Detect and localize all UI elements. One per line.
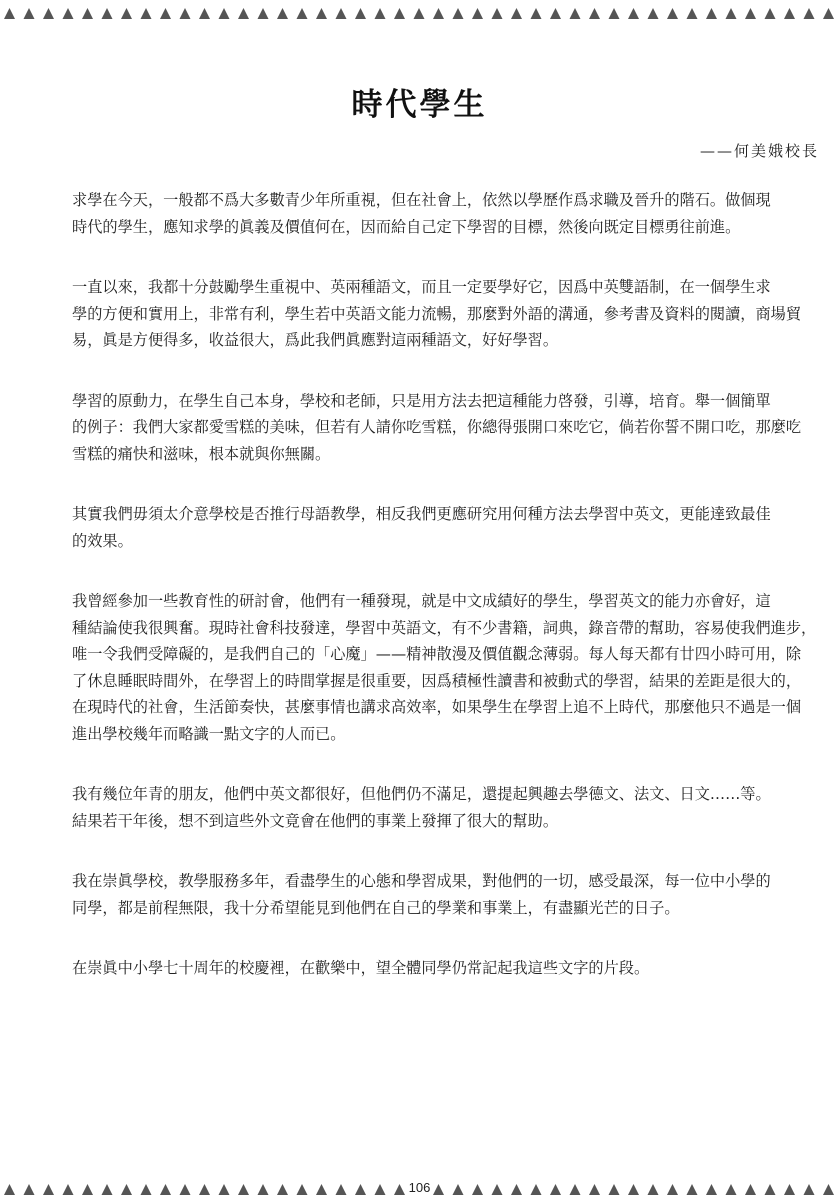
triangle-icon [336, 8, 347, 19]
paragraph-line: 學的方便和實用上，非常有利，學生若中英語文能力流暢，那麼對外語的溝通，參考書及資料的閱讀，商場貿 [72, 304, 801, 323]
triangle-icon [492, 8, 503, 19]
paragraph-6 [72, 781, 832, 834]
paragraph-3 [72, 388, 832, 468]
paragraph-line: 求學在今天，一般都不爲大多數青少年所重視，但在社會上，依然以學歷作爲求職及晉升的階石。做個現 [72, 191, 771, 209]
triangle-icon [394, 8, 405, 19]
paragraph-line: 結果若干年後，想不到這些外文竟會在他們的事業上發揮了很大的幫助。 [72, 811, 558, 830]
article-body [72, 187, 832, 1016]
paragraph-2 [72, 274, 832, 354]
paragraph-line: 在崇眞中小學七十周年的校慶裡，在歡樂中，望全體同學仍常記起我這些文字的片段。 [72, 959, 650, 977]
page-number-text: 106 [406, 1180, 434, 1195]
author-byline: ——何美娥校長 [699, 142, 819, 160]
triangle-icon [628, 8, 639, 19]
triangle-icon [648, 8, 659, 19]
triangle-icon [706, 8, 717, 19]
paragraph-line: 的例子：我們大家都愛雪糕的美味，但若有人請你吃雪糕，你總得張開口來吃它，倘若你誓不開口吃，那麼吃 [72, 418, 801, 436]
page-title: 時代學生 [351, 86, 488, 123]
triangle-icon [297, 8, 308, 19]
paragraph-line: 其實我們毋須太介意學校是否推行母語教學，相反我們更應研究用何種方法去學習中英文，更能達致最佳 [72, 505, 771, 523]
triangle-icon [24, 8, 35, 19]
triangle-icon-row [0, 7, 839, 21]
paragraph-8 [72, 955, 832, 982]
triangle-icon [667, 8, 678, 19]
triangle-icon [258, 8, 269, 19]
triangle-icon [180, 8, 191, 19]
paragraph-line: 雪糕的痛快和滋味，根本就與你無關。 [72, 444, 331, 463]
triangle-icon [453, 8, 464, 19]
paragraph-line: 我有幾位年青的朋友，他們中英文都很好，但他們仍不滿足，還提起興趣去學德文、法文、日文……等。 [72, 785, 771, 803]
triangle-icon [550, 8, 561, 19]
triangle-icon [804, 8, 815, 19]
triangle-icon [823, 8, 834, 19]
triangle-icon [160, 8, 171, 19]
triangle-icon [687, 8, 698, 19]
triangle-icon [433, 8, 444, 19]
triangle-icon [355, 8, 366, 19]
paragraph-line: 學習的原動力，在學生自己本身，學校和老師，只是用方法去把這種能力啓發，引導，培育。舉一個簡單 [72, 391, 771, 410]
triangle-icon [277, 8, 288, 19]
triangle-icon [375, 8, 386, 19]
paragraph-line: 的效果。 [72, 531, 133, 550]
triangle-icon [472, 8, 483, 19]
triangle-icon [199, 8, 210, 19]
triangle-icon [511, 8, 522, 19]
page-number [0, 1180, 839, 1195]
triangle-icon [43, 8, 54, 19]
top-triangle-border [0, 7, 839, 21]
triangle-icon [609, 8, 620, 19]
paragraph-line: 時代的學生，應知求學的眞義及價值何在，因而給自己定下學習的目標，然後向既定目標勇往前進。 [72, 217, 741, 236]
paragraph-line: 同學，都是前程無限，我十分希望能見到他們在自己的學業和事業上，有盡顯光芒的日子。 [72, 898, 680, 917]
paragraph-4 [72, 501, 832, 554]
paragraph-line: 易，眞是方便得多，收益很大，爲此我們眞應對這兩種語文，好好學習。 [72, 331, 558, 349]
paragraph-line: 唯一令我們受障礙的，是我們自己的「心魔」——精神散漫及價值觀念薄弱。每人每天都有廿四小時可用，除 [72, 645, 801, 663]
triangle-icon [589, 8, 600, 19]
paragraph-5 [72, 588, 832, 747]
triangle-icon [238, 8, 249, 19]
paragraph-line: 我曾經參加一些教育性的研討會，他們有一種發現，就是中文成績好的學生，學習英文的能力亦會好，這 [72, 592, 771, 610]
triangle-icon [784, 8, 795, 19]
paragraph-line: 了休息睡眠時間外，在學習上的時間掌握是很重要，因爲積極性讀書和被動式的學習，結果的差距是很大的， [72, 671, 801, 690]
paragraph-1 [72, 187, 832, 240]
triangle-icon [102, 8, 113, 19]
triangle-icon [726, 8, 737, 19]
paragraph-7 [72, 868, 832, 921]
triangle-icon [316, 8, 327, 19]
paragraph-line: 進出學校幾年而略識一點文字的人而已。 [72, 724, 346, 743]
paragraph-line: 我在崇眞學校，教學服務多年，看盡學生的心態和學習成果，對他們的一切，感受最深，每一位中小學的 [72, 872, 771, 890]
triangle-icon [219, 8, 230, 19]
triangle-icon [765, 8, 776, 19]
triangle-icon [4, 8, 15, 19]
triangle-icon [570, 8, 581, 19]
triangle-icon [414, 8, 425, 19]
paragraph-line: 一直以來，我都十分鼓勵學生重視中、英兩種語文，而且一定要學好它，因爲中英雙語制，在一個學生求 [72, 278, 771, 296]
triangle-icon [745, 8, 756, 19]
triangle-icon [63, 8, 74, 19]
paragraph-line: 種結論使我很興奮。現時社會科技發達，學習中英語文，有不少書籍，詞典，錄音帶的幫助，容易使我們進步， [72, 618, 817, 637]
triangle-icon [82, 8, 93, 19]
paragraph-line: 在現時代的社會，生活節奏快，甚麼事情也講求高效率，如果學生在學習上追不上時代，那麼他只不過是一個 [72, 698, 801, 716]
triangle-icon [141, 8, 152, 19]
triangle-icon [121, 8, 132, 19]
triangle-icon [531, 8, 542, 19]
